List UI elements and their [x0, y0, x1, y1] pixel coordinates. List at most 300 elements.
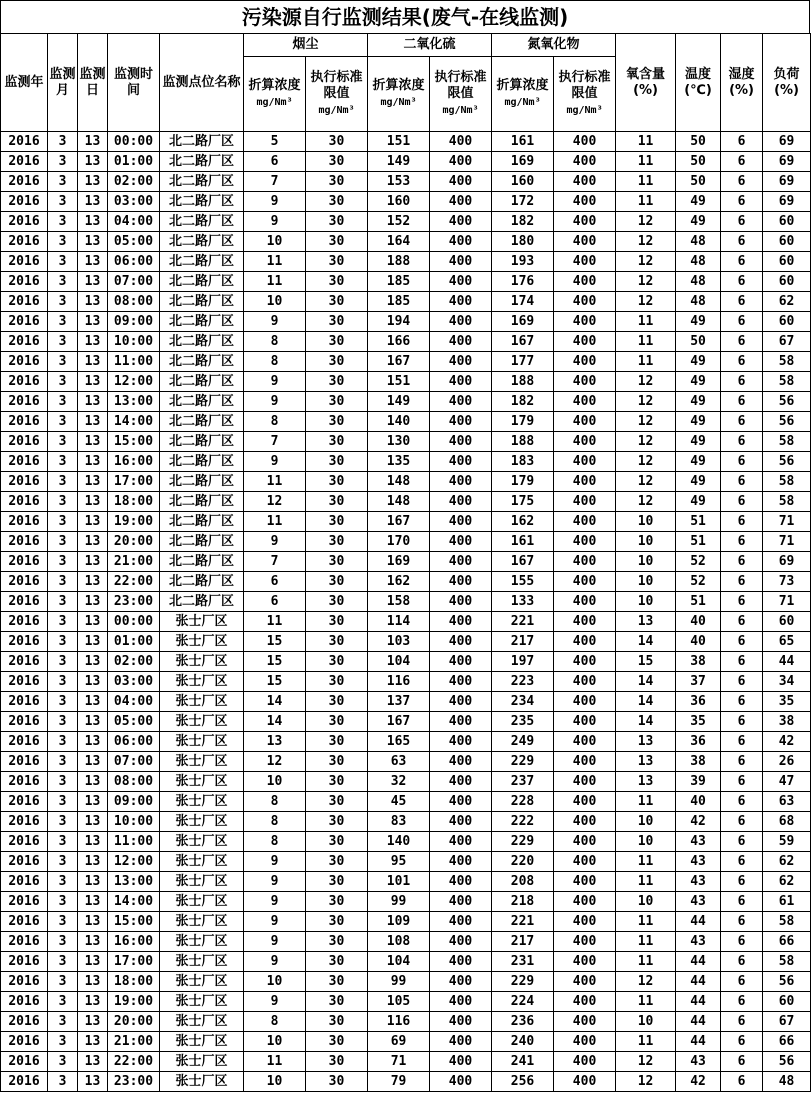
cell-load: 66	[763, 1032, 811, 1052]
cell-temp: 50	[676, 152, 721, 172]
cell-temp: 51	[676, 592, 721, 612]
cell-nox-conc: 224	[492, 992, 554, 1012]
table-row	[1, 452, 811, 472]
cell-temp: 44	[676, 1032, 721, 1052]
cell-time: 13:00	[108, 872, 160, 892]
cell-so2-limit: 400	[430, 152, 492, 172]
header-temp: 温度(℃)	[676, 34, 721, 132]
cell-day: 13	[78, 992, 108, 1012]
cell-month: 3	[48, 732, 78, 752]
cell-year: 2016	[1, 552, 48, 572]
cell-nox-conc: 256	[492, 1072, 554, 1092]
cell-year: 2016	[1, 672, 48, 692]
cell-so2-limit: 400	[430, 172, 492, 192]
cell-month: 3	[48, 292, 78, 312]
header-month: 监测月	[48, 34, 78, 132]
cell-dust-limit: 30	[306, 552, 368, 572]
cell-so2-conc: 188	[368, 252, 430, 272]
cell-so2-conc: 164	[368, 232, 430, 252]
cell-so2-conc: 109	[368, 912, 430, 932]
cell-so2-limit: 400	[430, 672, 492, 692]
cell-time: 15:00	[108, 912, 160, 932]
cell-oxygen: 12	[616, 392, 676, 412]
cell-temp: 49	[676, 372, 721, 392]
cell-site: 北二路厂区	[160, 532, 244, 552]
table-row	[1, 1032, 811, 1052]
cell-nox-limit: 400	[554, 792, 616, 812]
cell-year: 2016	[1, 292, 48, 312]
table-row	[1, 932, 811, 952]
cell-so2-limit: 400	[430, 252, 492, 272]
cell-site: 北二路厂区	[160, 432, 244, 452]
cell-month: 3	[48, 472, 78, 492]
cell-so2-conc: 104	[368, 952, 430, 972]
cell-month: 3	[48, 1052, 78, 1072]
cell-month: 3	[48, 512, 78, 532]
cell-nox-limit: 400	[554, 272, 616, 292]
cell-temp: 49	[676, 192, 721, 212]
cell-dust-limit: 30	[306, 1032, 368, 1052]
cell-dust-limit: 30	[306, 252, 368, 272]
cell-so2-conc: 79	[368, 1072, 430, 1092]
cell-so2-conc: 116	[368, 1012, 430, 1032]
cell-month: 3	[48, 1012, 78, 1032]
cell-dust-conc: 9	[244, 452, 306, 472]
cell-load: 38	[763, 712, 811, 732]
cell-day: 13	[78, 612, 108, 632]
cell-nox-conc: 179	[492, 472, 554, 492]
cell-time: 07:00	[108, 752, 160, 772]
cell-temp: 39	[676, 772, 721, 792]
cell-dust-limit: 30	[306, 312, 368, 332]
cell-day: 13	[78, 552, 108, 572]
cell-time: 22:00	[108, 572, 160, 592]
cell-nox-conc: 236	[492, 1012, 554, 1032]
cell-nox-conc: 229	[492, 752, 554, 772]
cell-temp: 52	[676, 552, 721, 572]
cell-humidity: 6	[721, 152, 763, 172]
cell-temp: 36	[676, 732, 721, 752]
cell-time: 21:00	[108, 1032, 160, 1052]
cell-nox-limit: 400	[554, 532, 616, 552]
header-dust-limit: 执行标准限值 mg/Nm³	[306, 57, 368, 132]
cell-nox-conc: 167	[492, 552, 554, 572]
cell-nox-limit: 400	[554, 1012, 616, 1032]
cell-day: 13	[78, 672, 108, 692]
cell-year: 2016	[1, 192, 48, 212]
cell-dust-limit: 30	[306, 952, 368, 972]
cell-year: 2016	[1, 512, 48, 532]
cell-time: 16:00	[108, 452, 160, 472]
cell-month: 3	[48, 452, 78, 472]
cell-so2-limit: 400	[430, 852, 492, 872]
cell-so2-conc: 135	[368, 452, 430, 472]
cell-month: 3	[48, 152, 78, 172]
cell-oxygen: 12	[616, 432, 676, 452]
cell-time: 06:00	[108, 252, 160, 272]
cell-humidity: 6	[721, 192, 763, 212]
cell-month: 3	[48, 392, 78, 412]
cell-nox-limit: 400	[554, 312, 616, 332]
cell-dust-limit: 30	[306, 932, 368, 952]
cell-load: 60	[763, 312, 811, 332]
cell-time: 03:00	[108, 192, 160, 212]
cell-time: 12:00	[108, 852, 160, 872]
cell-so2-limit: 400	[430, 932, 492, 952]
cell-so2-conc: 151	[368, 372, 430, 392]
cell-nox-conc: 240	[492, 1032, 554, 1052]
cell-time: 04:00	[108, 692, 160, 712]
cell-temp: 43	[676, 932, 721, 952]
cell-temp: 49	[676, 212, 721, 232]
cell-nox-conc: 177	[492, 352, 554, 372]
cell-nox-conc: 180	[492, 232, 554, 252]
cell-day: 13	[78, 592, 108, 612]
cell-dust-limit: 30	[306, 192, 368, 212]
cell-year: 2016	[1, 652, 48, 672]
cell-so2-limit: 400	[430, 612, 492, 632]
cell-so2-conc: 83	[368, 812, 430, 832]
cell-nox-limit: 400	[554, 292, 616, 312]
table-row	[1, 772, 811, 792]
cell-year: 2016	[1, 332, 48, 352]
cell-temp: 50	[676, 332, 721, 352]
cell-humidity: 6	[721, 472, 763, 492]
cell-dust-limit: 30	[306, 572, 368, 592]
cell-dust-limit: 30	[306, 872, 368, 892]
cell-dust-conc: 10	[244, 292, 306, 312]
header-load: 负荷(%)	[763, 34, 811, 132]
cell-humidity: 6	[721, 992, 763, 1012]
cell-year: 2016	[1, 812, 48, 832]
cell-humidity: 6	[721, 252, 763, 272]
cell-day: 13	[78, 892, 108, 912]
table-row	[1, 392, 811, 412]
cell-oxygen: 12	[616, 492, 676, 512]
table-row	[1, 752, 811, 772]
table-row	[1, 492, 811, 512]
cell-year: 2016	[1, 632, 48, 652]
cell-nox-limit: 400	[554, 812, 616, 832]
cell-load: 66	[763, 932, 811, 952]
cell-site: 张士厂区	[160, 712, 244, 732]
cell-dust-conc: 12	[244, 752, 306, 772]
cell-month: 3	[48, 212, 78, 232]
cell-dust-limit: 30	[306, 532, 368, 552]
cell-dust-limit: 30	[306, 712, 368, 732]
cell-dust-conc: 9	[244, 932, 306, 952]
cell-oxygen: 11	[616, 132, 676, 152]
cell-so2-limit: 400	[430, 452, 492, 472]
cell-day: 13	[78, 312, 108, 332]
cell-load: 34	[763, 672, 811, 692]
cell-site: 北二路厂区	[160, 492, 244, 512]
cell-nox-limit: 400	[554, 372, 616, 392]
cell-temp: 44	[676, 1012, 721, 1032]
cell-nox-conc: 231	[492, 952, 554, 972]
cell-site: 张士厂区	[160, 992, 244, 1012]
cell-nox-conc: 175	[492, 492, 554, 512]
cell-dust-limit: 30	[306, 672, 368, 692]
cell-day: 13	[78, 512, 108, 532]
cell-time: 17:00	[108, 952, 160, 972]
cell-humidity: 6	[721, 532, 763, 552]
cell-day: 13	[78, 1052, 108, 1072]
cell-so2-limit: 400	[430, 772, 492, 792]
cell-site: 张士厂区	[160, 932, 244, 952]
cell-so2-limit: 400	[430, 212, 492, 232]
cell-nox-limit: 400	[554, 752, 616, 772]
cell-nox-limit: 400	[554, 332, 616, 352]
cell-load: 60	[763, 252, 811, 272]
cell-so2-limit: 400	[430, 552, 492, 572]
cell-so2-conc: 105	[368, 992, 430, 1012]
cell-oxygen: 12	[616, 972, 676, 992]
cell-so2-conc: 185	[368, 292, 430, 312]
cell-temp: 43	[676, 852, 721, 872]
cell-nox-conc: 217	[492, 932, 554, 952]
table-row	[1, 292, 811, 312]
cell-dust-conc: 13	[244, 732, 306, 752]
cell-year: 2016	[1, 452, 48, 472]
cell-time: 19:00	[108, 992, 160, 1012]
cell-temp: 43	[676, 832, 721, 852]
cell-temp: 48	[676, 252, 721, 272]
cell-oxygen: 12	[616, 252, 676, 272]
header-dust-conc: 折算浓度 mg/Nm³	[244, 57, 306, 132]
cell-dust-limit: 30	[306, 172, 368, 192]
cell-load: 26	[763, 752, 811, 772]
cell-oxygen: 11	[616, 792, 676, 812]
cell-humidity: 6	[721, 352, 763, 372]
cell-dust-conc: 15	[244, 632, 306, 652]
table-row	[1, 172, 811, 192]
cell-day: 13	[78, 532, 108, 552]
cell-load: 60	[763, 212, 811, 232]
cell-day: 13	[78, 772, 108, 792]
cell-year: 2016	[1, 752, 48, 772]
cell-dust-limit: 30	[306, 892, 368, 912]
cell-oxygen: 10	[616, 832, 676, 852]
cell-year: 2016	[1, 872, 48, 892]
cell-dust-conc: 8	[244, 832, 306, 852]
cell-temp: 49	[676, 392, 721, 412]
table-row	[1, 432, 811, 452]
cell-year: 2016	[1, 792, 48, 812]
cell-dust-conc: 11	[244, 472, 306, 492]
cell-day: 13	[78, 452, 108, 472]
cell-so2-conc: 103	[368, 632, 430, 652]
cell-nox-conc: 172	[492, 192, 554, 212]
table-row	[1, 372, 811, 392]
cell-so2-conc: 95	[368, 852, 430, 872]
cell-temp: 44	[676, 992, 721, 1012]
cell-temp: 50	[676, 172, 721, 192]
cell-day: 13	[78, 492, 108, 512]
cell-year: 2016	[1, 492, 48, 512]
cell-humidity: 6	[721, 292, 763, 312]
cell-site: 北二路厂区	[160, 312, 244, 332]
cell-temp: 36	[676, 692, 721, 712]
cell-day: 13	[78, 852, 108, 872]
cell-temp: 40	[676, 792, 721, 812]
cell-so2-limit: 400	[430, 872, 492, 892]
cell-month: 3	[48, 572, 78, 592]
cell-so2-limit: 400	[430, 292, 492, 312]
cell-nox-limit: 400	[554, 952, 616, 972]
cell-temp: 35	[676, 712, 721, 732]
table-row	[1, 252, 811, 272]
cell-month: 3	[48, 1032, 78, 1052]
cell-year: 2016	[1, 912, 48, 932]
cell-oxygen: 11	[616, 332, 676, 352]
cell-humidity: 6	[721, 652, 763, 672]
cell-load: 59	[763, 832, 811, 852]
cell-nox-limit: 400	[554, 572, 616, 592]
cell-nox-limit: 400	[554, 412, 616, 432]
cell-site: 北二路厂区	[160, 232, 244, 252]
cell-so2-limit: 400	[430, 1032, 492, 1052]
cell-nox-conc: 218	[492, 892, 554, 912]
cell-dust-conc: 9	[244, 892, 306, 912]
cell-so2-conc: 149	[368, 152, 430, 172]
cell-oxygen: 10	[616, 892, 676, 912]
cell-year: 2016	[1, 932, 48, 952]
cell-nox-limit: 400	[554, 172, 616, 192]
cell-dust-limit: 30	[306, 292, 368, 312]
cell-humidity: 6	[721, 832, 763, 852]
cell-dust-limit: 30	[306, 212, 368, 232]
cell-load: 58	[763, 472, 811, 492]
cell-dust-limit: 30	[306, 732, 368, 752]
cell-year: 2016	[1, 312, 48, 332]
cell-day: 13	[78, 1032, 108, 1052]
cell-day: 13	[78, 572, 108, 592]
cell-humidity: 6	[721, 232, 763, 252]
cell-day: 13	[78, 732, 108, 752]
cell-year: 2016	[1, 772, 48, 792]
cell-nox-conc: 222	[492, 812, 554, 832]
cell-oxygen: 12	[616, 272, 676, 292]
cell-year: 2016	[1, 212, 48, 232]
cell-oxygen: 11	[616, 192, 676, 212]
header-humidity: 湿度(%)	[721, 34, 763, 132]
cell-time: 00:00	[108, 612, 160, 632]
cell-site: 张士厂区	[160, 772, 244, 792]
header-oxygen: 氧含量(%)	[616, 34, 676, 132]
table-row	[1, 672, 811, 692]
cell-nox-limit: 400	[554, 252, 616, 272]
cell-so2-limit: 400	[430, 592, 492, 612]
cell-year: 2016	[1, 972, 48, 992]
cell-oxygen: 11	[616, 872, 676, 892]
cell-dust-limit: 30	[306, 652, 368, 672]
cell-site: 北二路厂区	[160, 392, 244, 412]
cell-month: 3	[48, 132, 78, 152]
cell-month: 3	[48, 432, 78, 452]
header-so2-limit: 执行标准限值 mg/Nm³	[430, 57, 492, 132]
cell-dust-conc: 9	[244, 312, 306, 332]
cell-day: 13	[78, 752, 108, 772]
cell-so2-limit: 400	[430, 952, 492, 972]
cell-year: 2016	[1, 612, 48, 632]
cell-dust-conc: 9	[244, 992, 306, 1012]
cell-so2-conc: 69	[368, 1032, 430, 1052]
cell-so2-conc: 114	[368, 612, 430, 632]
cell-nox-conc: 188	[492, 372, 554, 392]
cell-so2-limit: 400	[430, 1052, 492, 1072]
cell-humidity: 6	[721, 412, 763, 432]
cell-dust-conc: 6	[244, 572, 306, 592]
cell-site: 张士厂区	[160, 892, 244, 912]
cell-oxygen: 14	[616, 692, 676, 712]
cell-site: 北二路厂区	[160, 512, 244, 532]
cell-so2-conc: 130	[368, 432, 430, 452]
cell-time: 16:00	[108, 932, 160, 952]
cell-so2-conc: 140	[368, 412, 430, 432]
cell-dust-limit: 30	[306, 132, 368, 152]
cell-year: 2016	[1, 852, 48, 872]
cell-dust-limit: 30	[306, 272, 368, 292]
cell-load: 63	[763, 792, 811, 812]
cell-dust-conc: 8	[244, 412, 306, 432]
cell-dust-limit: 30	[306, 332, 368, 352]
cell-nox-conc: 193	[492, 252, 554, 272]
cell-year: 2016	[1, 472, 48, 492]
cell-site: 北二路厂区	[160, 132, 244, 152]
cell-load: 42	[763, 732, 811, 752]
cell-oxygen: 10	[616, 592, 676, 612]
cell-dust-conc: 9	[244, 192, 306, 212]
cell-temp: 49	[676, 312, 721, 332]
cell-dust-conc: 7	[244, 432, 306, 452]
cell-load: 71	[763, 512, 811, 532]
header-time: 监测时间	[108, 34, 160, 132]
cell-so2-conc: 194	[368, 312, 430, 332]
cell-so2-conc: 167	[368, 712, 430, 732]
cell-so2-conc: 160	[368, 192, 430, 212]
header-so2-conc: 折算浓度 mg/Nm³	[368, 57, 430, 132]
cell-time: 21:00	[108, 552, 160, 572]
cell-nox-conc: 167	[492, 332, 554, 352]
cell-dust-limit: 30	[306, 992, 368, 1012]
cell-load: 69	[763, 192, 811, 212]
cell-oxygen: 15	[616, 652, 676, 672]
cell-site: 北二路厂区	[160, 352, 244, 372]
cell-oxygen: 10	[616, 812, 676, 832]
cell-dust-conc: 9	[244, 212, 306, 232]
cell-month: 3	[48, 672, 78, 692]
cell-dust-conc: 11	[244, 612, 306, 632]
cell-so2-conc: 45	[368, 792, 430, 812]
cell-so2-conc: 167	[368, 352, 430, 372]
cell-nox-limit: 400	[554, 132, 616, 152]
cell-so2-limit: 400	[430, 892, 492, 912]
cell-month: 3	[48, 592, 78, 612]
cell-time: 05:00	[108, 232, 160, 252]
cell-nox-conc: 182	[492, 392, 554, 412]
cell-humidity: 6	[721, 392, 763, 412]
cell-load: 69	[763, 152, 811, 172]
cell-day: 13	[78, 152, 108, 172]
cell-oxygen: 11	[616, 992, 676, 1012]
cell-dust-limit: 30	[306, 452, 368, 472]
cell-humidity: 6	[721, 972, 763, 992]
cell-time: 00:00	[108, 132, 160, 152]
cell-day: 13	[78, 372, 108, 392]
cell-site: 张士厂区	[160, 792, 244, 812]
cell-temp: 44	[676, 912, 721, 932]
